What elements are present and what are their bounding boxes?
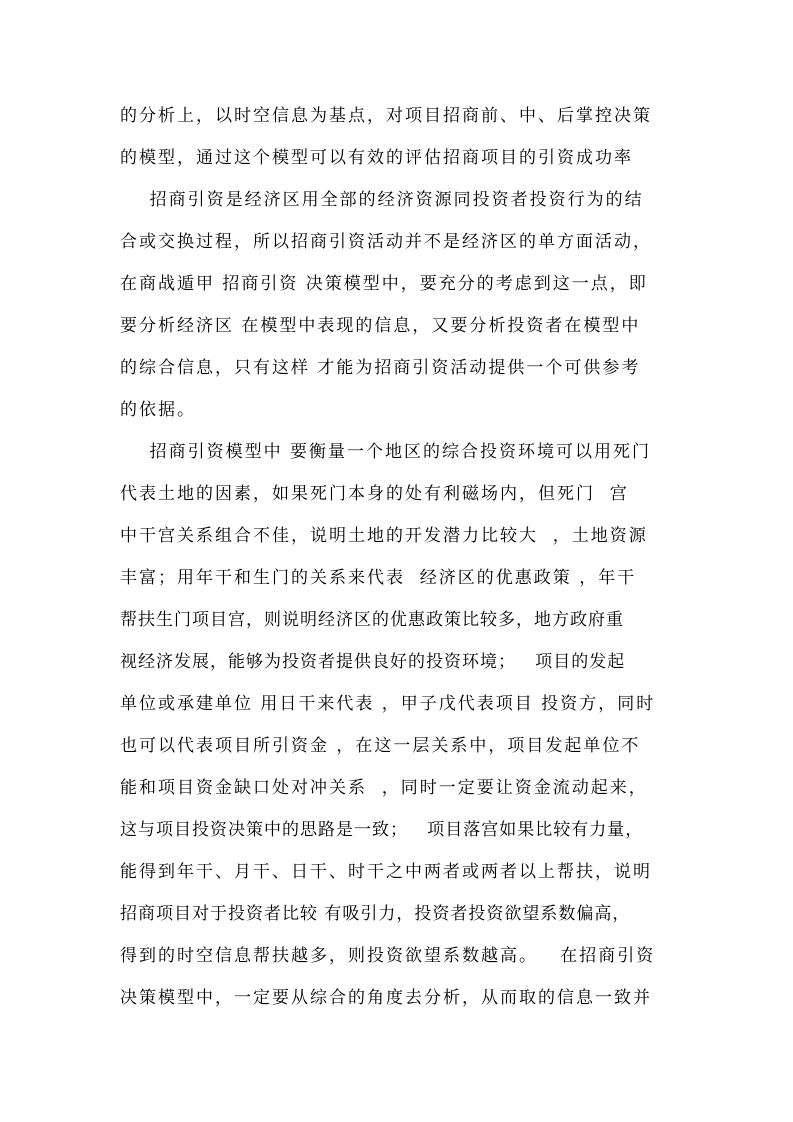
text-line-16: 也可以代表项目所引资金 ，在这一层关系中，项目发起单位不 <box>120 736 641 756</box>
text-line-1: 的分析上，以时空信息为基点，对项目招商前、中、后掌控决策 <box>120 106 652 126</box>
text-line-10: 代表土地的因素，如果死门本身的处有利磁场内，但死门 宫 <box>120 484 629 504</box>
text-line-18: 这与项目投资决策中的思路是一致； 项目落宫如果比较有力量， <box>120 820 644 840</box>
text-line-8: 的依据。 <box>120 400 196 420</box>
text-line-20: 招商项目对于投资者比较 有吸引力，投资者投资欲望系数偏高， <box>120 904 631 924</box>
text-line-12: 丰富；用年干和生门的关系来代表 经济区的优惠政策 ，年干 <box>120 568 637 588</box>
text-line-13: 帮扶生门项目宫，则说明经济区的优惠政策比较多，地方政府重 <box>120 610 624 630</box>
text-line-11: 中干宫关系组合不佳，说明土地的开发潜力比较大 ，土地资源 <box>120 526 648 546</box>
text-line-4: 合或交换过程，所以招商引资活动并不是经济区的单方面活动， <box>120 232 652 252</box>
text-line-17: 能和项目资金缺口处对冲关系 ，同时一定要让资金流动起来， <box>120 778 648 798</box>
text-line-19: 能得到年干、月干、日干、时干之中两者或两者以上帮扶，说明 <box>120 862 652 882</box>
text-line-15: 单位或承建单位 用日干来代表 ，甲子戊代表项目 投资方，同时 <box>120 694 656 714</box>
text-line-9: 招商引资模型中 要衡量一个地区的综合投资环境可以用死门 <box>120 442 652 462</box>
text-line-5: 在商战遁甲 招商引资 决策模型中，要充分的考虑到这一点，即 <box>120 274 648 294</box>
text-line-21: 得到的时空信息帮扶越多，则投资欲望系数越高。 在招商引资 <box>120 946 656 966</box>
text-line-22: 决策模型中，一定要从综合的角度去分析，从而取的信息一致并 <box>120 988 652 1008</box>
text-line-14: 视经济发展，能够为投资者提供良好的投资环境； 项目的发起 <box>120 652 626 672</box>
text-line-3: 招商引资是经济区用全部的经济资源同投资者投资行为的结 <box>120 190 644 210</box>
text-line-2: 的模型，通过这个模型可以有效的评估招商项目的引资成功率 <box>120 148 633 168</box>
text-line-7: 的综合信息，只有这样 才能为招商引资活动提供一个可供参考 <box>120 358 641 378</box>
text-line-6: 要分析经济区 在模型中表现的信息，又要分析投资者在模型中 <box>120 316 641 336</box>
